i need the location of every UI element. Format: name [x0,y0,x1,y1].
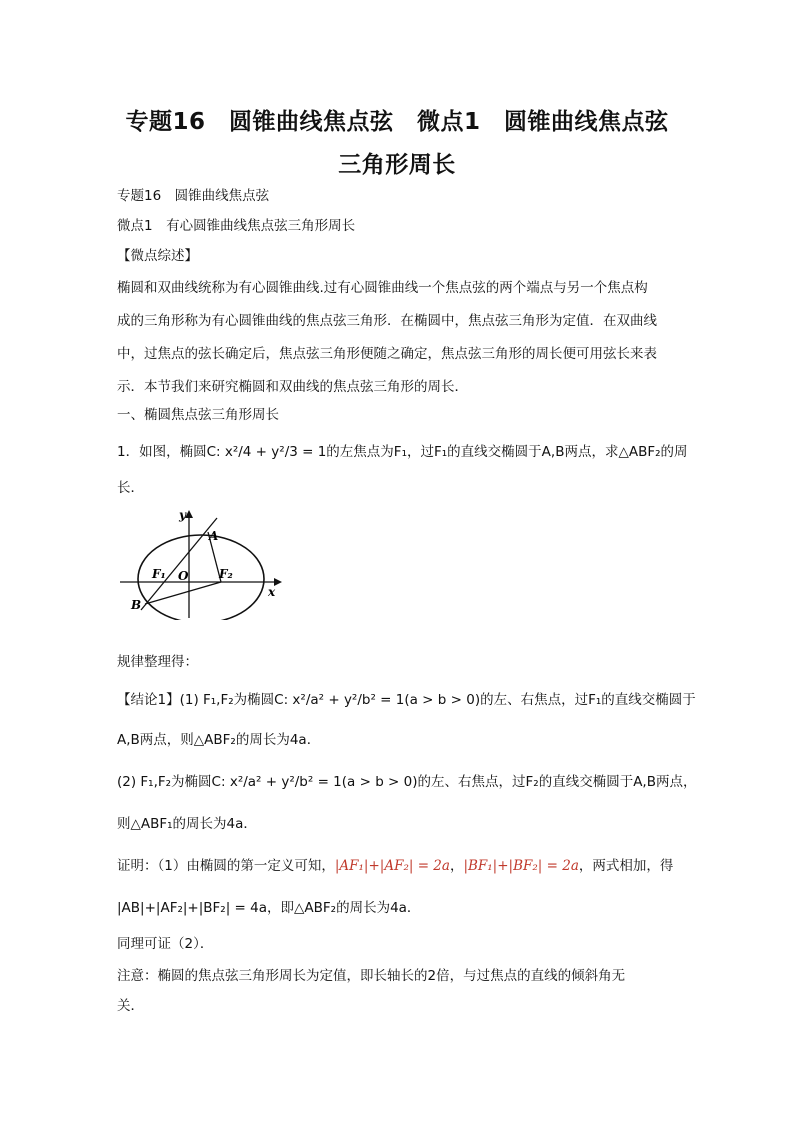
rule-label: 规律整理得： [117,654,198,670]
ellipse-figure [117,506,287,620]
note-line2: 关． [117,998,144,1014]
label-O: O [178,569,189,583]
page-title-line1: 专题16 圆锥曲线焦点弦 微点1 圆锥曲线焦点弦 [125,109,669,135]
conclusion1-line1: 【结论1】(1) F₁,F₂为椭圆C: x²/a² + y²/b² = 1(a > b > 0)的左、右焦点，过F₁的直线交椭圆于 [117,692,696,708]
proof-tail: ，两式相加，得 [578,858,674,874]
proof-line1 [117,856,687,876]
intro-paragraph-line: 成的三角形称为有心圆锥曲线的焦点弦三角形．在椭圆中，焦点弦三角形为定值．在双曲线 [117,313,657,329]
subtitle-micro-point: 微点1 有心圆锥曲线焦点弦三角形周长 [117,218,356,234]
x-axis-arrow [274,578,282,586]
focal-chord [141,518,217,610]
intro-paragraph-line: 示．本节我们来研究椭圆和双曲线的焦点弦三角形的周长． [117,379,468,395]
label-x: x [268,585,276,599]
proof-line2: |AB|+|AF₂|+|BF₂| = 4a，即△ABF₂的周长为4a． [117,900,421,916]
proof-equation-B: |BF₁|+|BF₂| = 2a [463,858,579,874]
label-F1: F₁ [152,567,166,581]
proof-intro: 证明：（1）由椭圆的第一定义可知， [117,858,335,874]
conclusion1-line2: A,B两点，则△ABF₂的周长为4a． [117,732,321,748]
ellipse-diagram [117,506,287,620]
label-y: y [179,508,186,522]
section-tag: 【微点综述】 [117,248,198,264]
conclusion2-line2: 则△ABF₁的周长为4a． [117,816,257,832]
same-proof: 同理可证（2）． [117,936,214,952]
segment-BF2 [145,582,221,604]
problem-text-line2: 长． [117,480,144,496]
intro-paragraph-line: 椭圆和双曲线统称为有心圆锥曲线.过有心圆锥曲线一个焦点弦的两个端点与另一个焦点构 [117,280,648,296]
y-axis-arrow [185,510,193,518]
intro-paragraph-line: 中，过焦点的弦长确定后，焦点弦三角形便随之确定，焦点弦三角形的周长便可用弦长来表 [117,346,657,362]
label-F2: F₂ [219,567,233,581]
subtitle-topic: 专题16 圆锥曲线焦点弦 [117,188,270,204]
proof-equation-A: |AF₁|+|AF₂| = 2a [334,858,450,874]
page-title-line2: 三角形周长 [338,152,456,178]
section-heading: 一、椭圆焦点弦三角形周长 [117,407,279,423]
label-A: A [209,529,219,543]
note-line1: 注意：椭圆的焦点弦三角形周长为定值，即长轴长的2倍，与过焦点的直线的倾斜角无 [117,968,626,984]
conclusion2-line1: (2) F₁,F₂为椭圆C: x²/a² + y²/b² = 1(a > b > 0)的左、右焦点，过F₂的直线交椭圆于A,B两点， [117,774,697,790]
problem-text-line1: 1．如图，椭圆C: x²/4 + y²/3 = 1的左焦点为F₁，过F₁的直线交椭圆于A,B两点，求△ABF₂的周 [117,444,688,460]
label-B: B [131,598,142,612]
proof-separator: ， [449,858,464,874]
